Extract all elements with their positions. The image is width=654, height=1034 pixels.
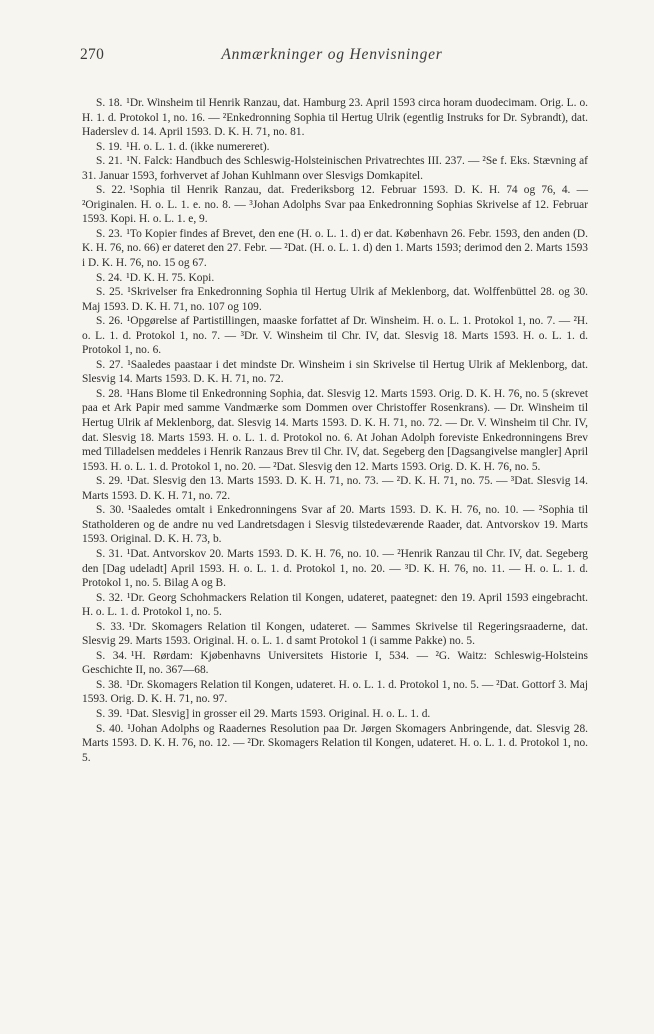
note-page-ref: S. 24.: [96, 271, 123, 284]
note-page-ref: S. 30.: [96, 504, 124, 517]
note-page-ref: S. 38.: [96, 678, 123, 691]
note-entry: [82, 678, 588, 707]
page-header: [80, 46, 584, 70]
note-page-ref: S. 26.: [96, 315, 123, 328]
note-page-ref: S. 27.: [96, 358, 124, 371]
note-entry: [82, 314, 588, 358]
note-entry: [82, 474, 588, 503]
note-entry: [82, 387, 588, 474]
note-page-ref: S. 32.: [96, 591, 123, 604]
note-entry: [82, 140, 588, 155]
note-text: ¹Saaledes omtalt i Enkedronningens Svar af 20. Marts 1593. D. K. H. 76, no. 10. — ²Sophia til Statholderen og de andre nu ved Landretsdagen i Slesvig tilstedeværende Raader, dat. Antvorskov 19. Marts 1593. Original. D. K. H. 73, b.: [82, 504, 588, 546]
note-entry: [82, 271, 588, 286]
note-text: ¹Dat. Slesvig] in grosser eil 29. Marts 1593. Original. H. o. L. 1. d.: [126, 707, 431, 720]
note-page-ref: S. 22.: [96, 184, 126, 197]
note-page-ref: S. 25.: [96, 286, 124, 299]
note-entry: [82, 620, 588, 649]
note-text: ¹Dr. Winsheim til Henrik Ranzau, dat. Hamburg 23. April 1593 circa horam duodecimam. Orig. L. o. H. 1. d. Protokol 1, no. 16. — ²Enkedronning Sophia til Hertug Ulrik (egentlig Instruks for Dr. Sybrandt), dat. Haderslev d. 14. April 1593. D. K. H. 71, no. 81.: [82, 97, 588, 139]
note-text: ¹Hans Blome til Enkedronning Sophia, dat. Slesvig 12. Marts 1593. Orig. D. K. H. 76, no. 5 (skrevet paa et Ark Papir med samme Vandmærke som Dommen over Christoffer Rosenkrans). — Dr. Winsheim til Hertug Ulrik af Meklenborg, dat. Slesvig 14. Marts 1593. D. K. H. 71, no. 72. — Dr. V. Winsheim til Chr. IV, dat. Slesvig 18. Marts 1593. H. o. L. 1. d. Protokol no. 6. At Johan Adolph foreviste Enkedronningens Brev med Tilladelsen meddeles i Henrik Ranzaus Brev til Chr. IV, dat. Segeberg den [Dagsangivelse mangler] April 1593. H. o. L. 1. d. Protokol 1, no. 20. — ²Dat. Slesvig den 12. Marts 1593. Orig. D. K. H. 76, no. 5.: [82, 387, 588, 473]
note-page-ref: S. 40.: [96, 722, 124, 735]
note-text: ¹Skrivelser fra Enkedronning Sophia til Hertug Ulrik af Meklenborg, dat. Wolffenbüttel 28. og 30. Maj 1593. D. K. H. 71, no. 107 og 109.: [82, 286, 588, 313]
running-title: Anmærkninger og Henvisninger: [221, 46, 443, 63]
note-text: ¹N. Falck: Handbuch des Schleswig-Holsteinischen Privatrechtes III. 237. — ²Se f. Eks. Stævning af 31. Januar 1593, forhvervet af Johan Kuhlmann over Slesvigs Domkapitel.: [82, 155, 588, 182]
note-entry: [82, 591, 588, 620]
note-text: ¹H. o. L. 1. d. (ikke numereret).: [126, 140, 270, 153]
note-entry: [82, 285, 588, 314]
note-page-ref: S. 31.: [96, 547, 123, 560]
note-page-ref: S. 18.: [96, 97, 123, 109]
endnotes-list: [82, 96, 588, 765]
note-entry: [82, 722, 588, 766]
note-page-ref: S. 29.: [96, 475, 123, 488]
note-text: ¹Dat. Antvorskov 20. Marts 1593. D. K. H. 76, no. 10. — ²Henrik Ranzau til Chr. IV, dat. Segeberg den [Dag udeladt] April 1593. H. o. L. 1. d. Protokol 1, no. 20. — ³D. K. H. 76, no. 11. — H. o. L. 1. d. Protokol 1, no. 5. Bilag A og B.: [82, 547, 588, 590]
note-text: ¹Sophia til Henrik Ranzau, dat. Frederiksborg 12. Februar 1593. D. K. H. 74 og 76, 4. — ²Originalen. H. o. L. 1. e. no. 8. — ³Johan Adolphs Svar paa Enkedronning Sophias Skrivelse af 12. Februar 1593. Kopi. H. o. L. 1. e, 9.: [82, 184, 588, 226]
note-text: ¹Dat. Slesvig den 13. Marts 1593. D. K. H. 71, no. 73. — ²D. K. H. 71, no. 75. — ³Dat. Slesvig 14. Marts 1593. D. K. H. 71, no. 72.: [82, 475, 588, 502]
note-entry: [82, 96, 588, 140]
note-text: ¹Dr. Skomagers Relation til Kongen, udateret. H. o. L. 1. d. Protokol 1, no. 5. — ²Dat. Gottorf 3. Maj 1593. Orig. D. K. H. 71, no. 97.: [82, 678, 588, 706]
note-text: ¹Opgørelse af Partistillingen, maaske forfattet af Dr. Winsheim. H. o. L. 1. Protokol 1, no. 7. — ²H. o. L. 1. d. Protokol 1, no. 7. — ³Dr. V. Winsheim til Chr. IV, dat. Slesvig 18. Marts 1593. H. o. L. 1. d. Protokol 1, no. 6.: [82, 315, 588, 357]
note-entry: [82, 547, 588, 591]
note-page-ref: S. 33.: [96, 620, 125, 633]
note-page-ref: S. 28.: [96, 387, 123, 400]
note-page-ref: S. 19.: [96, 140, 123, 153]
note-text: ¹Dr. Skomagers Relation til Kongen, udateret. — Sammes Skrivelse til Regeringsraaderne, dat. Slesvig 29. Marts 1593. Original. H. o. L. 1. d samt Protokol 1 (i samme Pakke) no. 5.: [82, 620, 588, 648]
note-page-ref: S. 39.: [96, 707, 123, 720]
note-entry: [82, 503, 588, 547]
note-text: ¹H. Rørdam: Kjøbenhavns Universitets Historie I, 534. — ²G. Waitz: Schleswig-Holsteins Geschichte II, no. 367—68.: [82, 649, 588, 677]
note-entry: [82, 227, 588, 271]
page-number: 270: [80, 46, 105, 63]
note-entry: [82, 154, 588, 183]
note-entry: [82, 707, 588, 722]
note-page-ref: S. 34.: [96, 649, 127, 662]
note-text: ¹D. K. H. 75. Kopi.: [126, 271, 215, 284]
note-page-ref: S. 21.: [96, 155, 123, 168]
note-text: ¹To Kopier findes af Brevet, den ene (H. o. L. 1. d) er dat. København 26. Febr. 1593, den anden (D. K. H. 76, no. 66) er dateret den 27. Febr. — ²Dat. (H. o. L. 1. d) den 1. Marts 1593; derimod den 2. Marts 1593 i D. K. H. 76, no. 15 og 67.: [82, 227, 588, 270]
note-entry: [82, 358, 588, 387]
note-text: ¹Johan Adolphs og Raadernes Resolution paa Dr. Jørgen Skomagers Anbringende, dat. Slesvig 28. Marts 1593. D. K. H. 76, no. 12. — ²Dr. Skomagers Relation til Kongen, udateret. H. o. L. 1. d. Protokol 1, no. 5.: [82, 722, 588, 764]
note-page-ref: S. 23.: [96, 227, 123, 240]
note-text: ¹Dr. Georg Schohmackers Relation til Kongen, udateret, paategnet: den 19. April 1593 eingebracht. H. o. L. 1. d. Protokol 1, no. 5.: [82, 591, 588, 619]
note-text: ¹Saaledes paastaar i det mindste Dr. Winsheim i sin Skrivelse til Hertug Ulrik af Meklenborg, dat. Slesvig 14. Marts 1593. D. K. H. 71, no. 72.: [82, 358, 588, 386]
note-entry: [82, 183, 588, 227]
note-entry: [82, 649, 588, 678]
